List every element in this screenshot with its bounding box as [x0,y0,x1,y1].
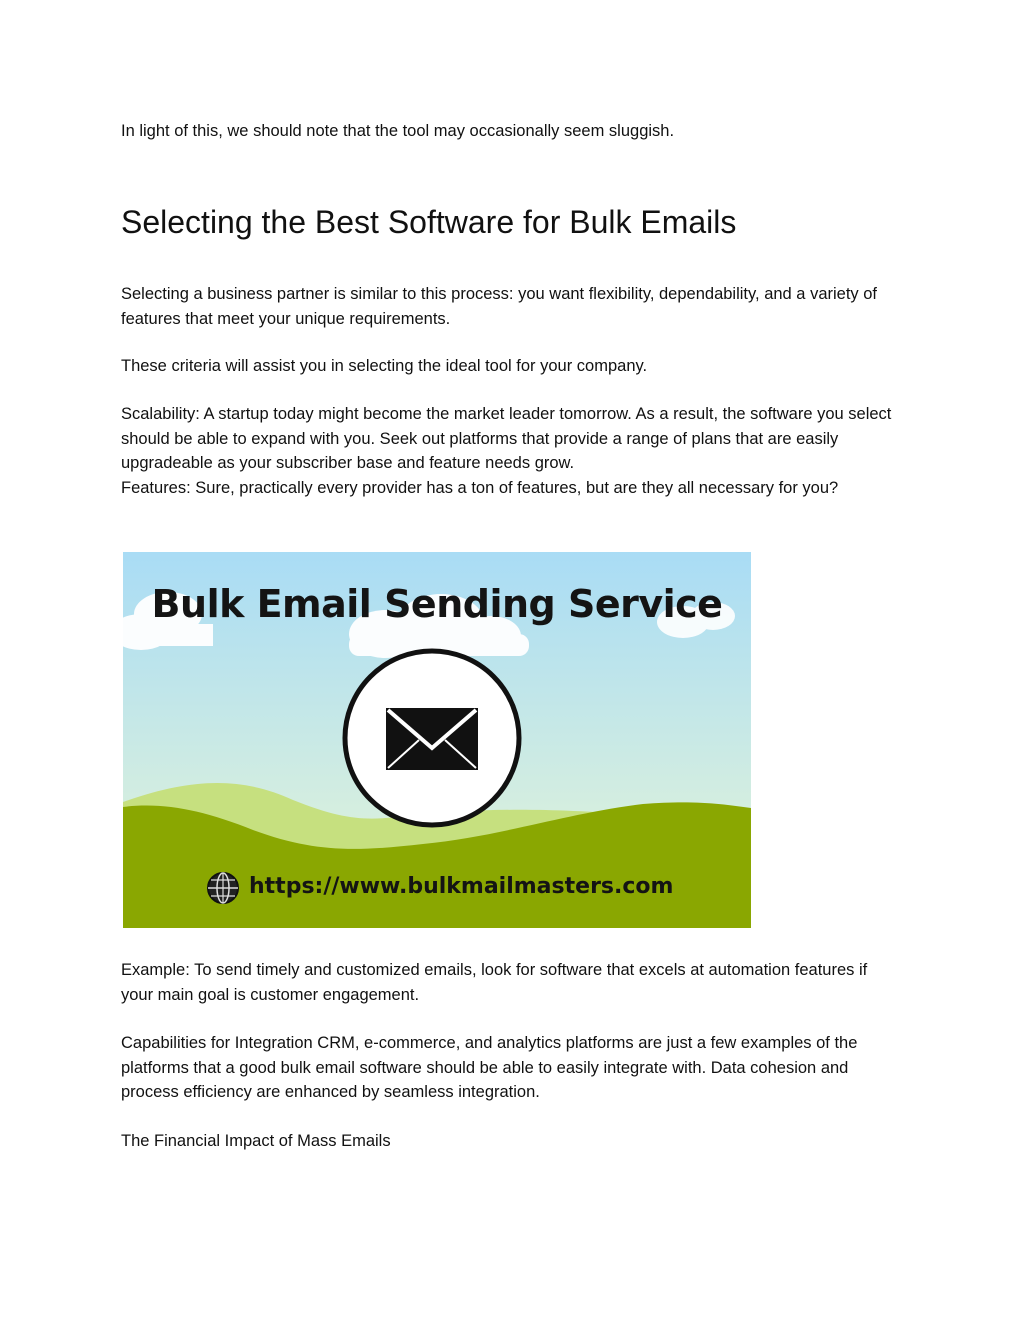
bulk-email-banner-image [123,552,751,928]
paragraph-integration: Capabilities for Integration CRM, e-commerce, and analytics platforms are just a few examples of the platforms that a good bulk email software should be able to easily integrate with. Data cohesion and process efficiency are enhanced by seamless integration. [121,1034,858,1101]
intro-paragraph: In light of this, we should note that the tool may occasionally seem sluggish. [121,122,675,140]
envelope-icon [386,708,478,770]
banner-title: Bulk Email Sending Service [151,582,723,626]
paragraph-features: Features: Sure, practically every provider has a ton of features, but are they all necessary for you? [121,479,839,497]
paragraph-criteria: These criteria will assist you in selecting the ideal tool for your company. [121,357,648,375]
paragraph-financial: The Financial Impact of Mass Emails [121,1132,391,1150]
banner-url: https://www.bulkmailmasters.com [249,874,674,899]
paragraph-scalability: Scalability: A startup today might become the market leader tomorrow. As a result, the software you select should be able to expand with you. Seek out platforms that provide a range of plans that are easily upgradeable as your subscriber base and feature needs grow. [121,405,892,472]
globe-icon [208,873,238,903]
paragraph-example: Example: To send timely and customized emails, look for software that excels at automation features if your main goal is customer engagement. [121,961,868,1004]
section-heading: Selecting the Best Software for Bulk Emails [121,204,737,240]
paragraph-partner: Selecting a business partner is similar to this process: you want flexibility, dependability, and a variety of features that meet your unique requirements. [121,285,878,328]
